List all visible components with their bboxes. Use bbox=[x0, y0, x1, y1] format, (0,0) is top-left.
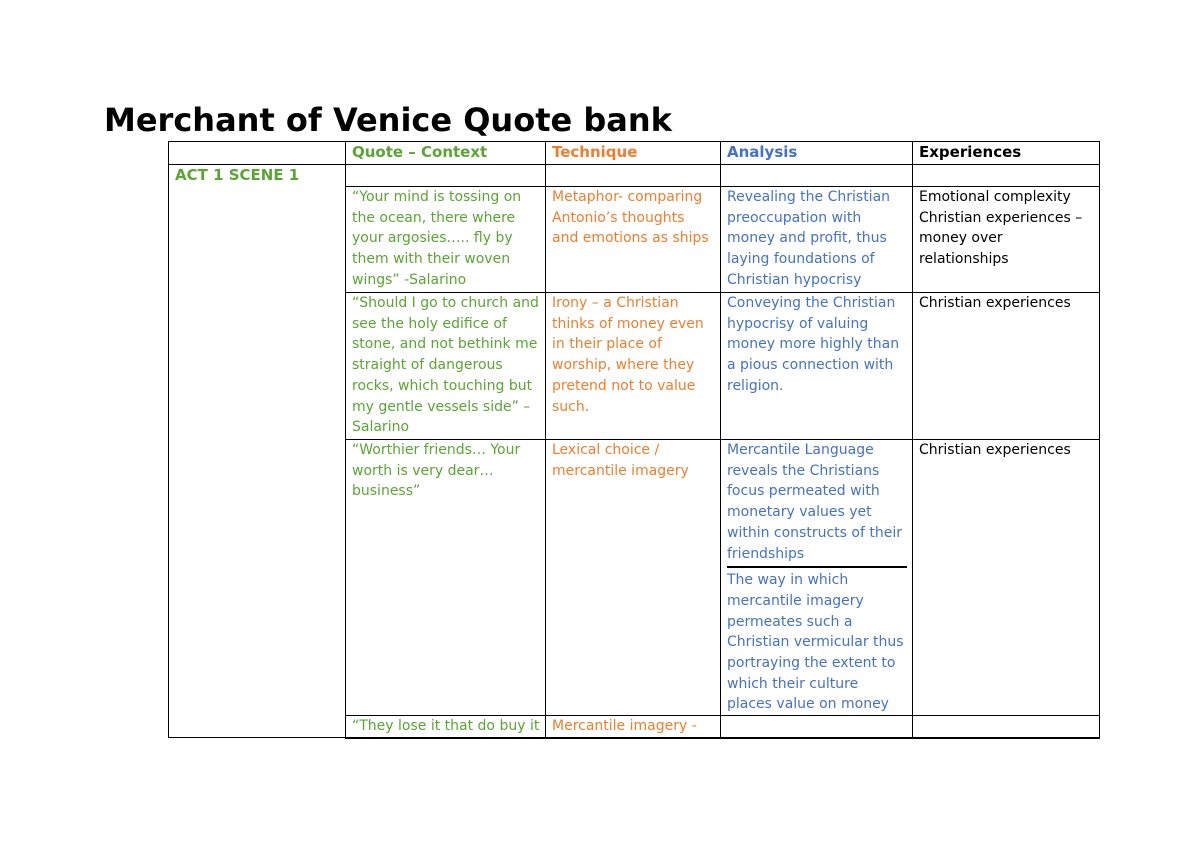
technique-cell: Metaphor- comparing Antonio’s thoughts and emotions as ships bbox=[546, 187, 721, 293]
header-experiences: Experiences bbox=[913, 142, 1100, 165]
technique-cell: Mercantile imagery - bbox=[546, 716, 721, 738]
section-empty-cell bbox=[721, 165, 913, 187]
experiences-cell: Christian experiences bbox=[913, 293, 1100, 440]
experiences-cell: Christian experiences bbox=[913, 440, 1100, 716]
quote-cell: “They lose it that do buy it bbox=[346, 716, 546, 738]
section-empty-cell bbox=[913, 165, 1100, 187]
analysis-extra-text: The way in which mercantile imagery permeates such a Christian vermicular thus portraying the extent to which their culture places value on money bbox=[727, 566, 907, 715]
analysis-cell: Conveying the Christian hypocrisy of valuing money more highly than a pious connection with religion. bbox=[721, 293, 913, 440]
header-row bbox=[169, 142, 1100, 165]
technique-cell: Irony – a Christian thinks of money even in their place of worship, where they pretend not to value such. bbox=[546, 293, 721, 440]
section-empty-cell bbox=[346, 165, 546, 187]
document-title: Merchant of Venice Quote bank bbox=[104, 101, 672, 139]
section-empty-cell bbox=[546, 165, 721, 187]
experiences-cell bbox=[913, 716, 1100, 738]
quote-bank-table bbox=[168, 141, 1100, 739]
section-label: ACT 1 SCENE 1 bbox=[169, 165, 346, 738]
section-row bbox=[169, 165, 1100, 187]
analysis-cell bbox=[721, 716, 913, 738]
analysis-text: Mercantile Language reveals the Christians focus permeated with monetary values yet within constructs of their friendships bbox=[727, 442, 902, 562]
analysis-cell bbox=[721, 440, 913, 716]
quote-cell: “Worthier friends… Your worth is very dear… business” bbox=[346, 440, 546, 716]
header-technique: Technique bbox=[546, 142, 721, 165]
header-cell-blank bbox=[169, 142, 346, 165]
header-quote-context: Quote – Context bbox=[346, 142, 546, 165]
analysis-cell: Revealing the Christian preoccupation with money and profit, thus laying foundations of Christian hypocrisy bbox=[721, 187, 913, 293]
technique-cell: Lexical choice / mercantile imagery bbox=[546, 440, 721, 716]
quote-cell: “Should I go to church and see the holy edifice of stone, and not bethink me straight of dangerous rocks, which touching but my gentle vessels side” – Salarino bbox=[346, 293, 546, 440]
quote-cell: “Your mind is tossing on the ocean, there where your argosies….. fly by them with their woven wings” -Salarino bbox=[346, 187, 546, 293]
header-analysis: Analysis bbox=[721, 142, 913, 165]
experiences-cell: Emotional complexity Christian experiences – money over relationships bbox=[913, 187, 1100, 293]
